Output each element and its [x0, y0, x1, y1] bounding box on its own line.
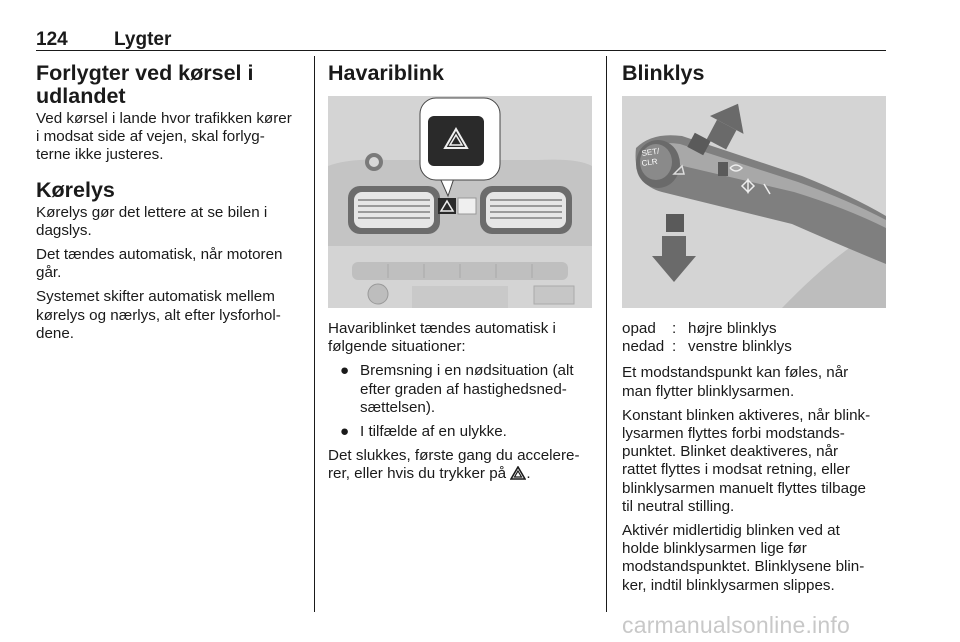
lever-illustration [622, 96, 886, 308]
hazard-button-figure [328, 96, 592, 308]
clr-label: CLR [641, 156, 659, 168]
dashboard-illustration [328, 96, 592, 308]
column-1 [36, 62, 304, 349]
column-2 [328, 62, 596, 490]
heading-headlights-abroad: Forlygter ved kørsel i udlandet [36, 61, 254, 108]
set-label: SET/ [641, 146, 660, 158]
column-divider [314, 56, 315, 612]
hazard-warning-icon [510, 466, 526, 480]
list-item: ● I tilfælde af en ulykke. [340, 423, 507, 441]
paragraph: Ved kørsel i lande hvor trafikken kører i modsat side af vejen, skal forlyg- terne ikke justeres. [36, 110, 292, 164]
paragraph: Havariblinket tændes automatisk i følgende situationer: [328, 320, 556, 356]
direction-definitions [622, 320, 792, 356]
heading-hazard-lights: Havariblink [328, 61, 444, 85]
paragraph: Konstant blinken aktiveres, når blink- lysarmen flyttes forbi modstands- punktet. Blinket deaktiveres, når rattet flyttes i modsat retning, eller blinklysarmen manuelt flyttes tilbage til neutral stilling. [622, 406, 871, 515]
heading-daytime-lights: Kørelys [36, 177, 115, 202]
paragraph: Systemet skifter automatisk mellem kørelys og nærlys, alt efter lysforhol- dene. [36, 288, 281, 342]
turn-signal-lever-figure [622, 96, 886, 308]
paragraph: Det slukkes, første gang du accelere- rer, eller hvis du trykker på . [328, 447, 580, 483]
column-divider [606, 56, 607, 612]
paragraph: Aktivér midlertidig blinken ved at holde blinklysarmen lige før modstandspunktet. Blinklysene blin- ker, indtil blinklysarmen slippes. [622, 522, 865, 594]
paragraph: Et modstandspunkt kan føles, når man flytter blinklysarmen. [622, 364, 849, 400]
page-header [36, 26, 886, 51]
page-number: 124 [36, 29, 68, 50]
situation-list [328, 362, 596, 441]
paragraph: Det tændes automatisk, når motoren går. [36, 246, 283, 282]
definition-row: nedad : venstre blinklys [622, 338, 792, 356]
paragraph: Kørelys gør det lettere at se bilen i dagslys. [36, 203, 268, 239]
list-item: ● Bremsning i en nødsituation (alt efter graden af hastighedsned- sættelsen). [340, 362, 574, 416]
section-title: Lygter [114, 29, 172, 50]
definition-row: opad : højre blinklys [622, 320, 777, 337]
watermark: carmanualsonline.info [622, 612, 850, 638]
column-3 [622, 62, 888, 601]
heading-turn-signals: Blinklys [622, 61, 705, 85]
